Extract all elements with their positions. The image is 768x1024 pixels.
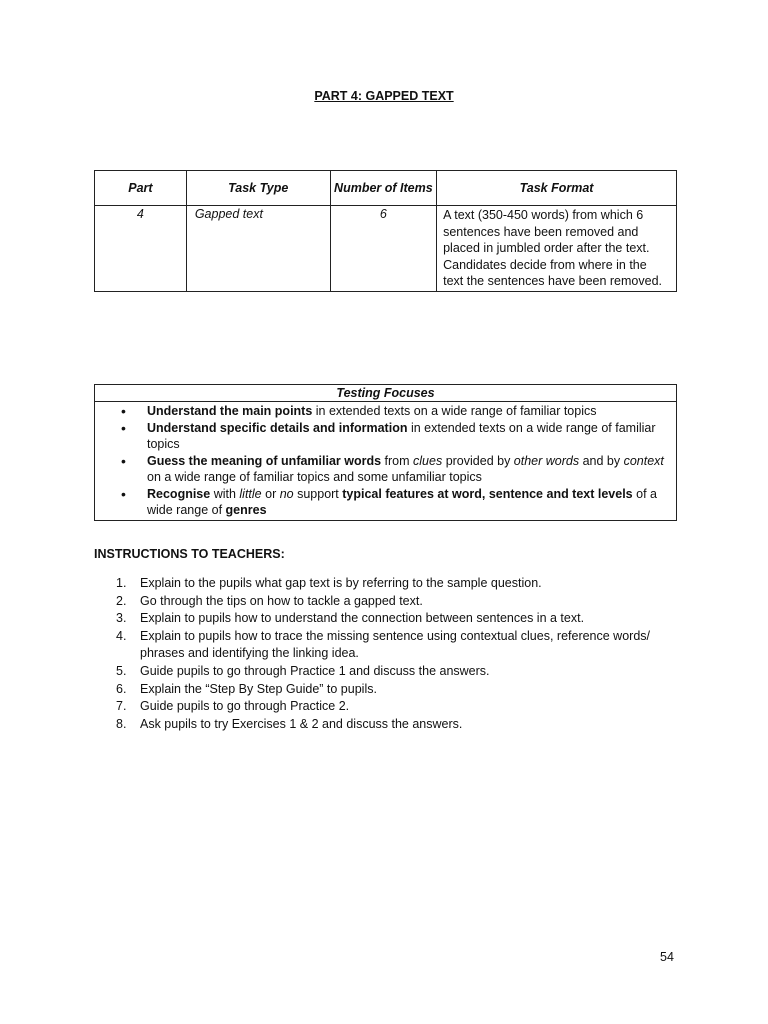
focus-item-text: no <box>279 486 294 501</box>
instruction-text: Explain to pupils how to understand the connection between sentences in a text. <box>140 611 585 626</box>
focus-item-text: provided by <box>442 453 514 468</box>
focus-item-text: Understand the main points <box>147 404 313 418</box>
focus-item-text: clues <box>413 453 443 468</box>
focus-item-text: with <box>210 486 240 501</box>
instruction-item <box>116 575 696 593</box>
instruction-item <box>116 698 696 716</box>
testing-focuses-box <box>94 384 677 521</box>
focus-item-text: genres <box>225 503 267 517</box>
header-part: Part <box>95 171 187 206</box>
header-number-of-items: Number of Items <box>330 171 436 206</box>
instruction-text: Guide pupils to go through Practice 1 and discuss the answers. <box>140 663 490 678</box>
cell-part: 4 <box>95 206 187 292</box>
task-table <box>94 170 677 292</box>
instruction-item <box>116 663 696 681</box>
instruction-number: 3. <box>116 611 127 626</box>
focus-item-text: typical features at word, sentence and text levels <box>342 486 633 501</box>
header-task-type: Task Type <box>186 171 330 206</box>
focus-item-text: Recognise <box>147 486 211 501</box>
focus-item-text: Guess the meaning of unfamiliar words <box>147 453 382 468</box>
header-task-format: Task Format <box>437 171 677 206</box>
testing-focuses-list <box>95 402 676 520</box>
instruction-item <box>116 628 696 663</box>
focus-item <box>147 403 676 420</box>
instruction-item <box>116 593 696 611</box>
focus-item-text: on a wide range of familiar topics and some unfamiliar topics <box>147 470 482 484</box>
task-table-header-row <box>95 171 677 206</box>
focus-item-text: of a wide range of <box>147 486 657 517</box>
focus-item <box>147 486 676 519</box>
instruction-number: 1. <box>116 576 127 590</box>
focus-item <box>147 453 676 486</box>
focus-item-text: support <box>293 486 343 501</box>
instruction-text: Explain to pupils how to trace the missing sentence using contextual clues, reference words/ phrases and identifying the linking idea. <box>140 628 650 661</box>
task-table-row <box>95 206 677 292</box>
instruction-text: Explain the “Step By Step Guide” to pupils. <box>140 681 377 696</box>
instruction-text: Ask pupils to try Exercises 1 & 2 and discuss the answers. <box>140 716 463 731</box>
cell-items: 6 <box>330 206 436 292</box>
instruction-number: 6. <box>116 681 127 696</box>
focus-item-text: other words <box>513 453 580 468</box>
instruction-text: Go through the tips on how to tackle a gapped text. <box>140 593 423 608</box>
focus-item-text: in extended texts on a wide range of familiar topics <box>312 404 597 418</box>
testing-focuses-header: Testing Focuses <box>95 385 676 402</box>
focus-item-text: in extended texts on a wide range of familiar topics <box>147 420 656 451</box>
instruction-number: 2. <box>116 593 127 608</box>
instruction-number: 5. <box>116 663 127 678</box>
focus-item-text: context <box>623 453 664 468</box>
instruction-number: 4. <box>116 628 127 643</box>
focus-item-text: little <box>239 486 262 501</box>
instruction-item <box>116 681 696 699</box>
focus-item-text: or <box>261 486 280 501</box>
instruction-text: Guide pupils to go through Practice 2. <box>140 699 350 714</box>
instructions-list <box>116 575 696 733</box>
instruction-number: 8. <box>116 716 127 731</box>
cell-task-format: A text (350-450 words) from which 6 sentences have been removed and placed in jumbled order after the text. Candidates decide from where in the text the sentences have been removed. <box>437 206 677 292</box>
focus-item <box>147 420 676 453</box>
focus-item-text: and by <box>579 453 624 468</box>
cell-task-type: Gapped text <box>186 206 330 292</box>
instruction-text: Explain to the pupils what gap text is by referring to the sample question. <box>140 576 542 590</box>
instruction-number: 7. <box>116 699 127 714</box>
page-title: PART 4: GAPPED TEXT <box>314 89 454 103</box>
focus-item-text: Understand specific details and information <box>147 420 408 435</box>
instructions-title: INSTRUCTIONS TO TEACHERS: <box>94 547 285 561</box>
focus-item-text: from <box>381 453 414 468</box>
page-number: 54 <box>660 950 674 964</box>
instruction-item <box>116 716 696 734</box>
instruction-item <box>116 610 696 628</box>
